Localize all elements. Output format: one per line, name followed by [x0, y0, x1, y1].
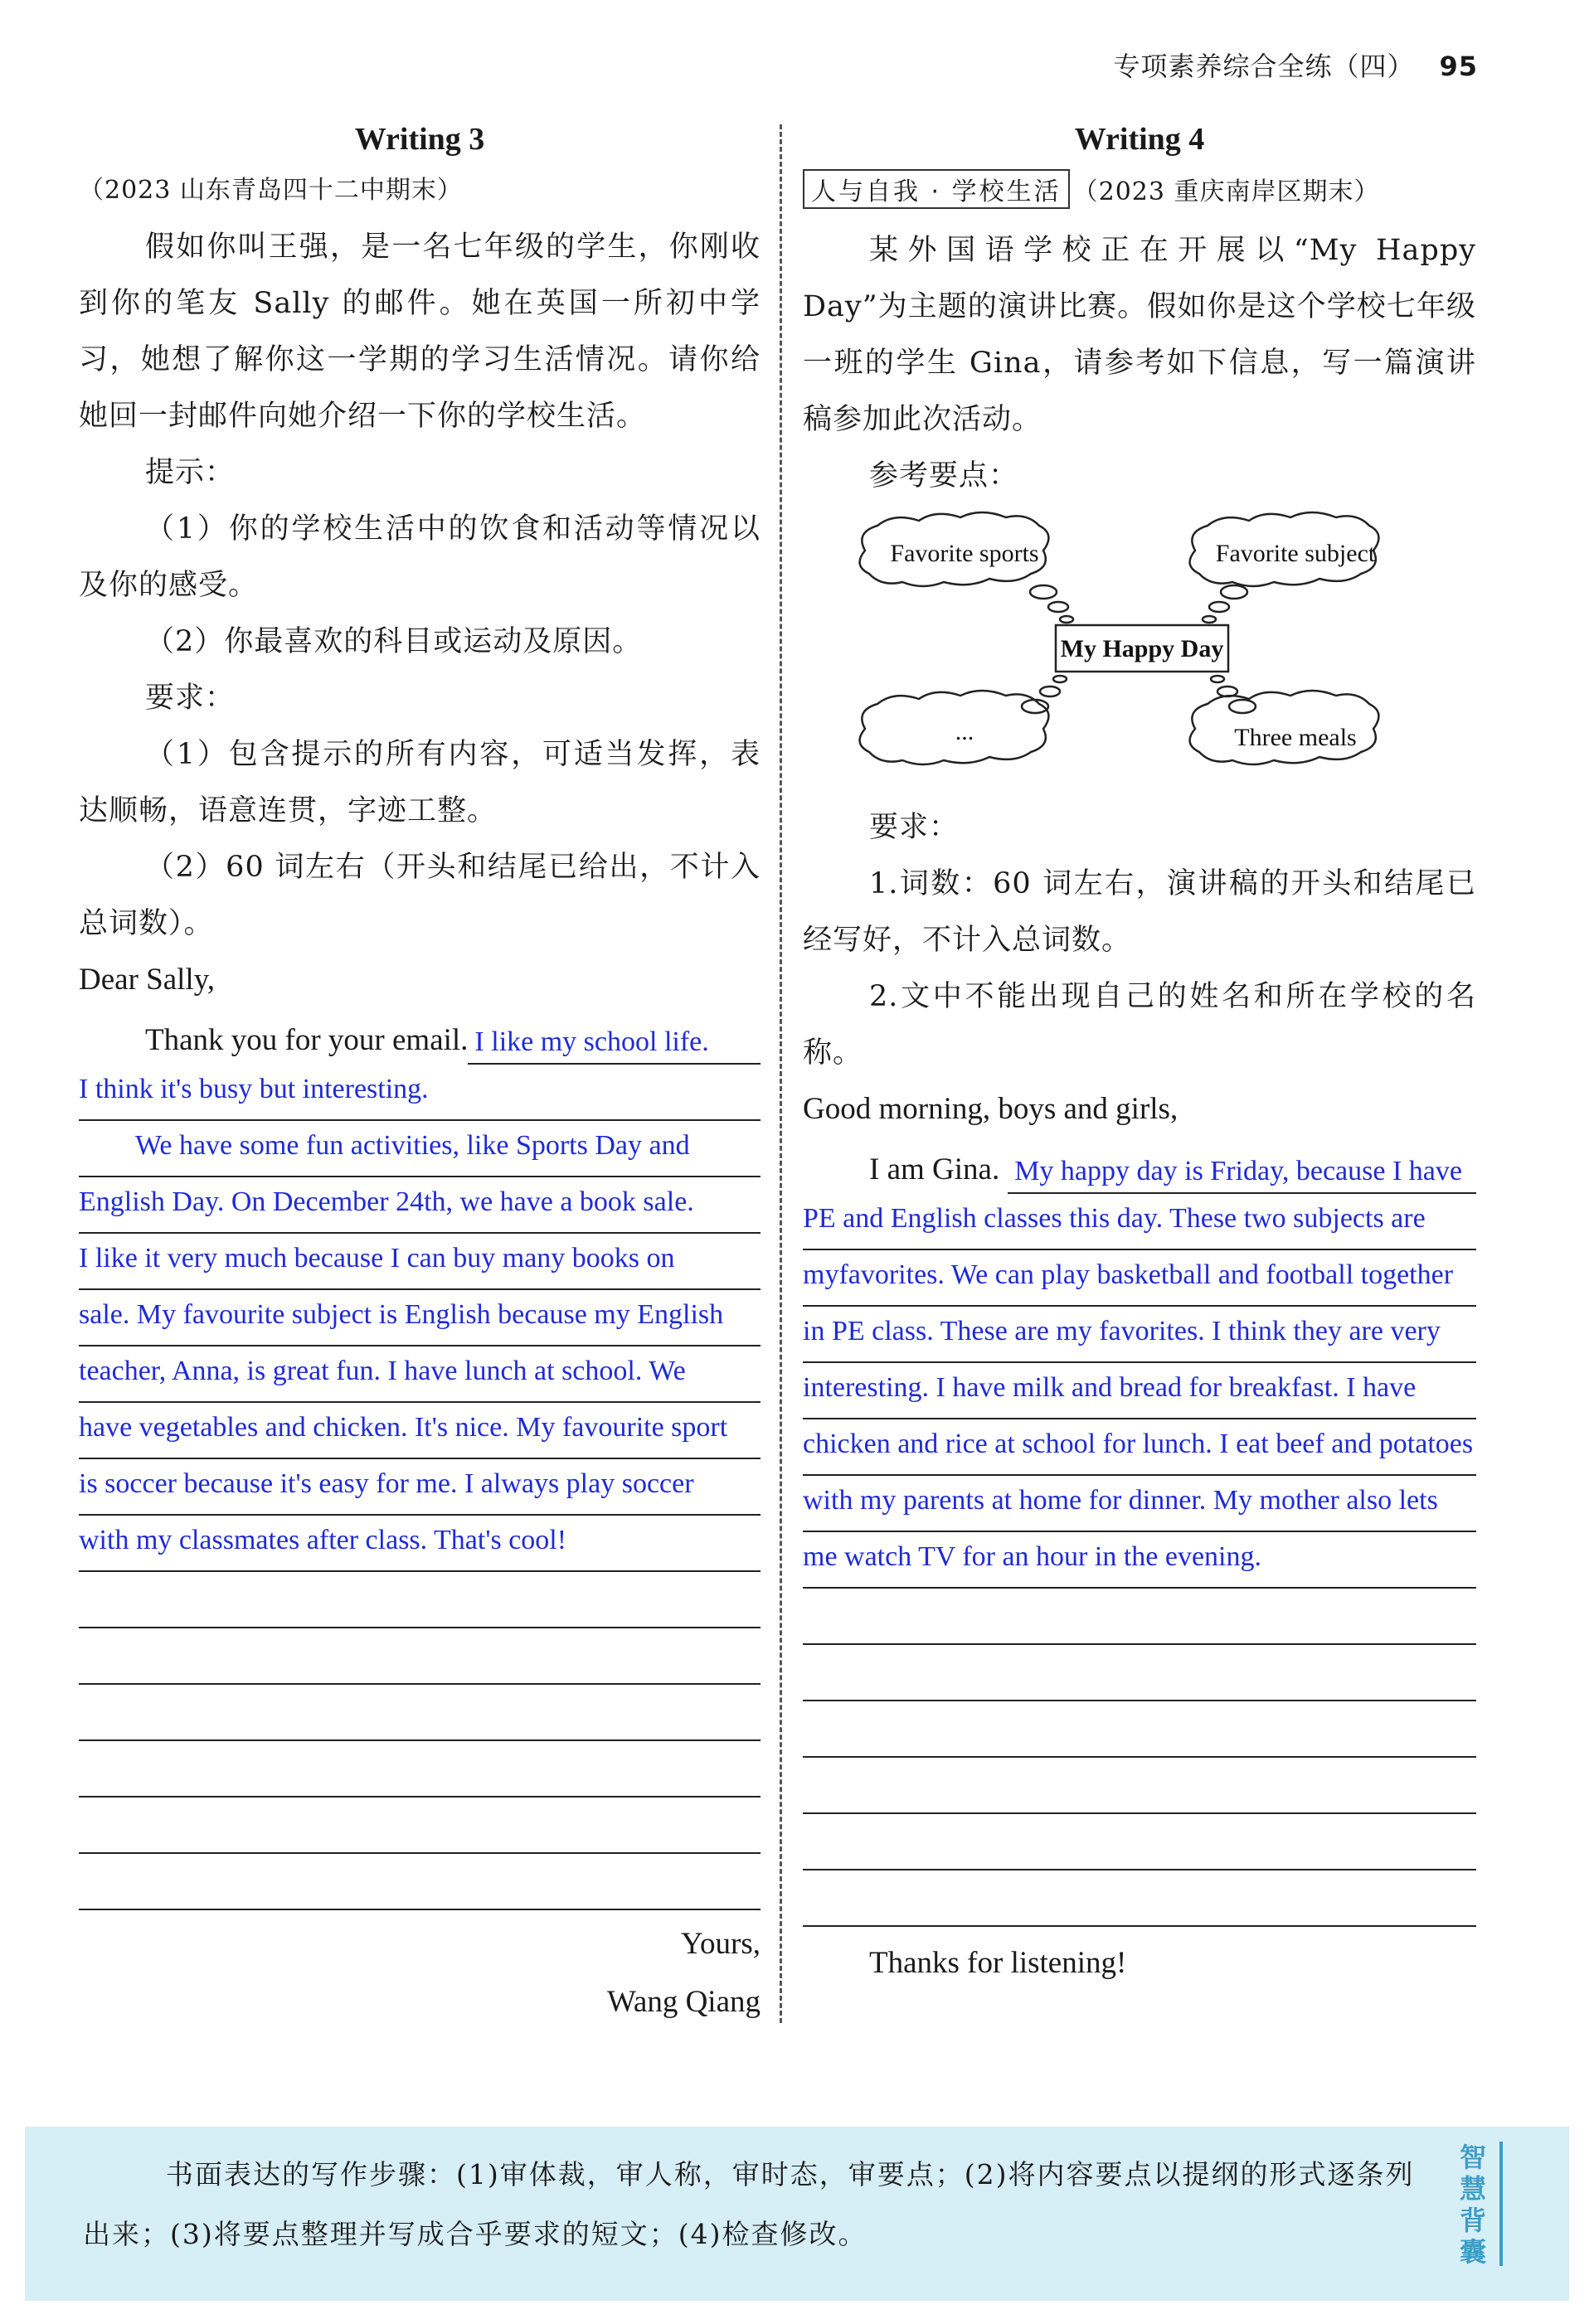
answer-line: We have some fun activities, like Sports Day and: [79, 1121, 761, 1177]
thought-bubble: [1030, 585, 1057, 599]
tip-box: [25, 2127, 1569, 2301]
writing-4-section: [803, 108, 1476, 1992]
letter-opening: Thank you for your email.: [145, 1023, 469, 1057]
topic-tag: 人与自我 · 学校生活: [803, 169, 1070, 209]
blank-line: [79, 1854, 761, 1910]
speech-closing: Thanks for listening!: [869, 1946, 1127, 1980]
thought-bubble: [1211, 676, 1224, 682]
answer-line: sale. My favourite subject is English because my English: [79, 1290, 761, 1346]
answer-text: I like my school life.: [468, 1026, 761, 1065]
writing-4-title: Writing 4: [1074, 122, 1205, 157]
answer-line: have vegetables and chicken. It's nice. My favourite sport: [79, 1403, 761, 1459]
cloud-shape: [860, 691, 1049, 764]
answer-line: interesting. I have milk and bread for breakfast. I have: [803, 1363, 1476, 1419]
blank-line: [803, 1589, 1476, 1645]
requirement-label: 要求：: [145, 682, 236, 715]
tip-accent-rule: [1499, 2142, 1503, 2266]
mindmap-center: My Happy Day: [1060, 635, 1224, 662]
letter-closing: Yours,: [681, 1927, 761, 1961]
blank-line: [79, 1628, 761, 1685]
letter-greeting: Dear Sally,: [79, 963, 216, 997]
answer-line: teacher, Anna, is great fun. I have lunch at school. We: [79, 1346, 761, 1403]
hint-1: （1）你的学校生活中的饮食和活动等情况以及你的感受。: [79, 512, 761, 602]
blank-line: [79, 1685, 761, 1741]
thought-bubble: [1221, 585, 1247, 599]
thought-bubble: [1048, 602, 1068, 612]
hint-2: （2）你最喜欢的科目或运动及原因。: [145, 625, 643, 658]
requirement-label: 要求：: [869, 811, 960, 844]
mindmap-bottom-right: Three meals: [1234, 724, 1357, 751]
tip-text: 书面表达的写作步骤：(1)审体裁，审人称，审时态，审要点；(2)将内容要点以提纲的形式逐条列出来；(3)将要点整理并写成合乎要求的短文；(4)检查修改。: [83, 2158, 1415, 2250]
thought-bubble: [1053, 676, 1067, 682]
answer-line: with my classmates after class. That's cool!: [79, 1516, 761, 1572]
requirement-2: （2）60 词左右（开头和结尾已给出，不计入总词数）。: [79, 851, 761, 940]
answer-line: I like it very much because I can buy many books on: [79, 1234, 761, 1290]
thought-bubble: [1229, 700, 1256, 713]
answer-row-first: [79, 1008, 761, 1065]
mind-map: [803, 509, 1476, 791]
answer-line: me watch TV for an hour in the evening.: [803, 1532, 1476, 1589]
writing-3-source: （2023 山东青岛四十二中期末）: [79, 176, 463, 205]
speech-opening: I am Gina.: [869, 1152, 1000, 1186]
blank-line: [79, 1798, 761, 1854]
writing-3-title: Writing 3: [354, 122, 485, 157]
blank-line: [803, 1758, 1476, 1814]
blank-line: [803, 1701, 1476, 1758]
blank-line: [79, 1741, 761, 1798]
blank-line: [803, 1645, 1476, 1701]
mind-map-graphic: [803, 509, 1476, 791]
thought-bubble: [1040, 687, 1060, 696]
page-number: 95: [1439, 51, 1478, 82]
writing-4-source-row: [803, 169, 1476, 209]
answer-line: PE and English classes this day. These two subjects are: [803, 1194, 1476, 1250]
page-header: [1113, 46, 1478, 84]
thought-bubble: [1060, 616, 1073, 623]
hint-label: 提示：: [145, 456, 236, 489]
tip-label: 智慧背囊: [1459, 2142, 1486, 2268]
blank-line: [803, 1814, 1476, 1870]
thought-bubble: [1209, 602, 1229, 612]
mindmap-bottom-left: ...: [955, 718, 974, 745]
points-label: 参考要点：: [869, 459, 1019, 492]
section-title: 专项素养综合全练（四）: [1113, 51, 1415, 82]
answer-line: in PE class. These are my favorites. I think they are very: [803, 1307, 1476, 1363]
thought-bubble: [1203, 616, 1216, 623]
answer-line: English Day. On December 24th, we have a book sale.: [79, 1177, 761, 1234]
writing-3-prompt: 假如你叫王强，是一名七年级的学生，你刚收到你的笔友 Sally 的邮件。她在英国一所初中学习，她想了解你这一学期的学习生活情况。请你给她回一封邮件向她介绍一下你的学校生活。: [79, 230, 761, 433]
blank-line: [79, 1572, 761, 1628]
answer-line: myfavorites. We can play basketball and football together: [803, 1250, 1476, 1307]
blank-line: [803, 1870, 1476, 1927]
speech-greeting: Good morning, boys and girls,: [803, 1092, 1178, 1126]
writing-4-prompt: 某外国语学校正在开展以“My Happy Day”为主题的演讲比赛。假如你是这个学校七年级一班的学生 Gina，请参考如下信息，写一篇演讲稿参加此次活动。: [803, 234, 1476, 436]
answer-line: I think it's busy but interesting.: [79, 1065, 761, 1121]
requirement-1: （1）包含提示的所有内容，可适当发挥，表达顺畅，语意连贯，字迹工整。: [79, 738, 761, 827]
answer-row-first: [803, 1138, 1476, 1194]
letter-signature: Wang Qiang: [606, 1985, 761, 2019]
answer-line: with my parents at home for dinner. My mother also lets: [803, 1476, 1476, 1532]
column-divider: [780, 124, 782, 2023]
mindmap-top-right: Favorite subject: [1215, 540, 1376, 567]
answer-text: My happy day is Friday, because I have: [1008, 1156, 1476, 1194]
requirement-1: 1.词数：60 词左右，演讲稿的开头和结尾已经写好，不计入总词数。: [803, 867, 1476, 957]
answer-line: chicken and rice at school for lunch. I eat beef and potatoes: [803, 1419, 1476, 1476]
mindmap-top-left: Favorite sports: [890, 540, 1039, 567]
answer-line: is soccer because it's easy for me. I always play soccer: [79, 1459, 761, 1516]
writing-3-section: [79, 108, 761, 2031]
requirement-2: 2.文中不能出现自己的姓名和所在学校的名称。: [803, 980, 1476, 1070]
writing-4-source: （2023 重庆南岸区期末）: [1072, 177, 1380, 206]
